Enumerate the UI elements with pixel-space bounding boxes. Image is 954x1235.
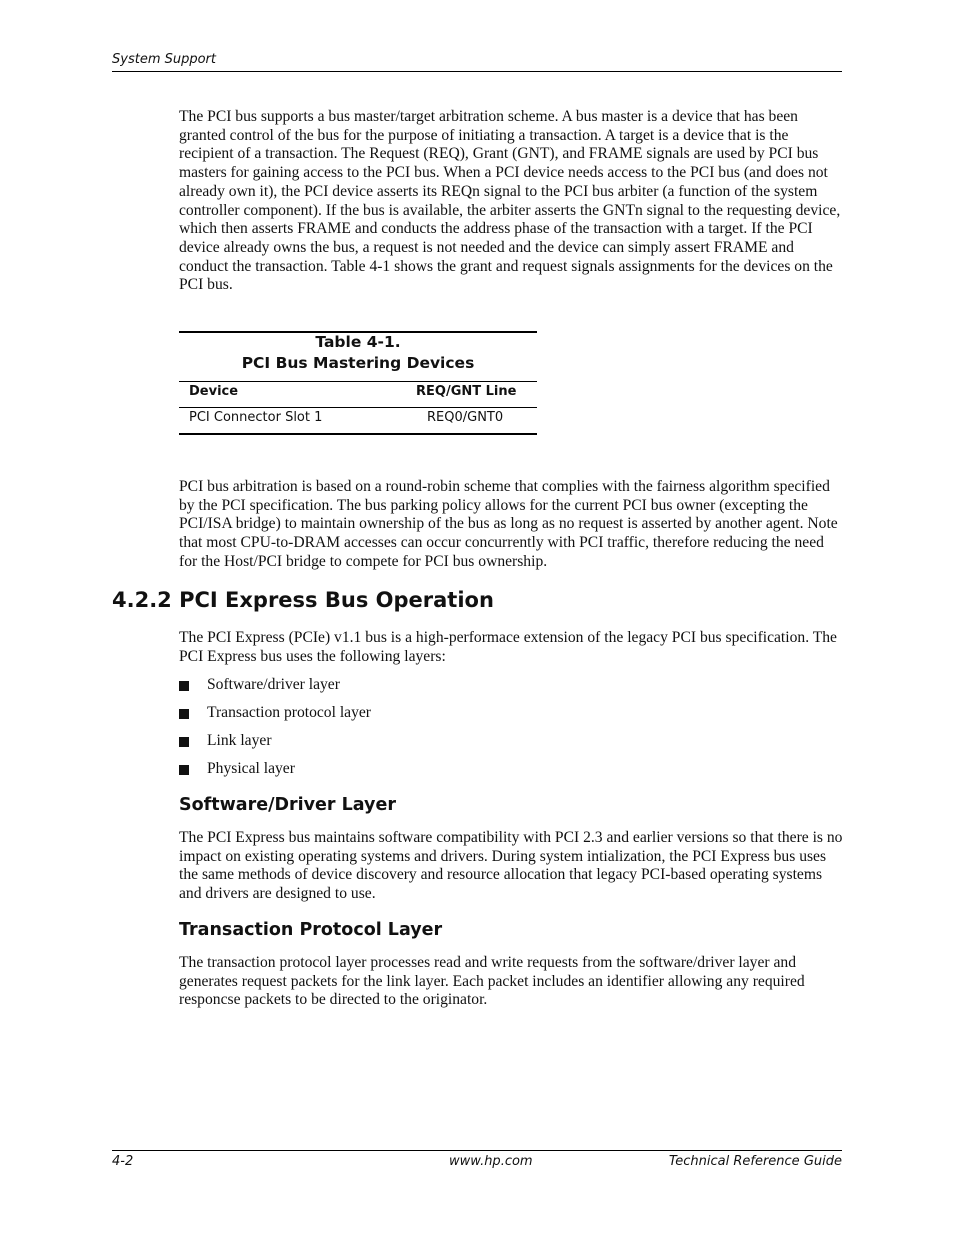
page-number: 4-2 [112,1154,134,1169]
table-number: Table 4-1. [315,333,401,351]
table-bottom-rule [179,433,537,435]
table-header-rule [179,407,537,408]
footer-rule [112,1150,842,1151]
list-item: Transaction protocol layer [207,704,371,721]
table-header-req-gnt: REQ/GNT Line [416,384,517,399]
table-title-rule [179,381,537,382]
table-title: PCI Bus Mastering Devices [241,354,475,372]
header-rule [112,71,842,72]
bullet-marker [179,737,189,747]
list-item: Software/driver layer [207,676,340,693]
list-item: Physical layer [207,760,295,777]
table-header-device: Device [189,384,239,399]
software-layer-paragraph: The PCI Express bus maintains software compatibility with PCI 2.3 and earlier versions so that there is no impact on existing operating systems and drivers. During system intialization, the PCI Express bus uses the same methods of device discovery and resource allocation that legacy PCI-based operating systems and drivers are designed to use. [179,829,843,903]
transaction-layer-paragraph: The transaction protocol layer processes read and write requests from the software/driver layer and generates request packets for the link layer. Each packet includes an identifier allowing any required responcse packets to be directed to the originator. [179,954,805,1009]
intro-paragraph: The PCI bus supports a bus master/target arbitration scheme. A bus master is a device that has been granted control of the bus for the purpose of initiating a transaction. A target is a device that is the recipient of a transaction. The Request (REQ), Grant (GNT), and FRAME signals are used by PCI bus masters for gaining access to the PCI bus. When a PCI device needs access to the PCI bus (and does not already own it), the PCI device asserts its REQn signal to the PCI bus arbiter (a function of the system controller component). If the bus is available, the arbiter asserts the GNTn signal to the requesting device, which then asserts FRAME and conducts the address phase of the transaction with a target. If the PCI device already owns the bus, a request is not needed and the device can simply assert FRAME and conduct the transaction. Table 4-1 shows the grant and request signals assignments for the devices on the PCI bus. [179,108,841,294]
footer-guide-title: Technical Reference Guide [668,1154,842,1169]
section-heading: 4.2.2 PCI Express Bus Operation [112,588,494,612]
transaction-layer-heading: Transaction Protocol Layer [179,920,443,940]
pcie-paragraph: The PCI Express (PCIe) v1.1 bus is a high-performace extension of the legacy PCI bus specification. The PCI Express bus uses the following layers: [179,629,837,665]
list-item: Link layer [207,732,272,749]
bullet-marker [179,709,189,719]
bullet-marker [179,765,189,775]
table-cell-req-gnt: REQ0/GNT0 [427,410,504,425]
running-header: System Support [112,52,216,67]
software-layer-heading: Software/Driver Layer [179,795,396,815]
footer-url: www.hp.com [449,1154,533,1169]
arbitration-paragraph: PCI bus arbitration is based on a round-robin scheme that complies with the fairness algorithm specified by the PCI specification. The bus parking policy allows for the current PCI bus owner (excepting the PCI/ISA bridge) to maintain ownership of the bus as long as no request is asserted by another agent. Note that most CPU-to-DRAM accesses can occur concurrently with PCI traffic, therefore reducing the need for the Host/PCI bridge to compete for PCI bus ownership. [179,478,838,570]
bullet-marker [179,681,189,691]
table-cell-device: PCI Connector Slot 1 [189,410,323,425]
